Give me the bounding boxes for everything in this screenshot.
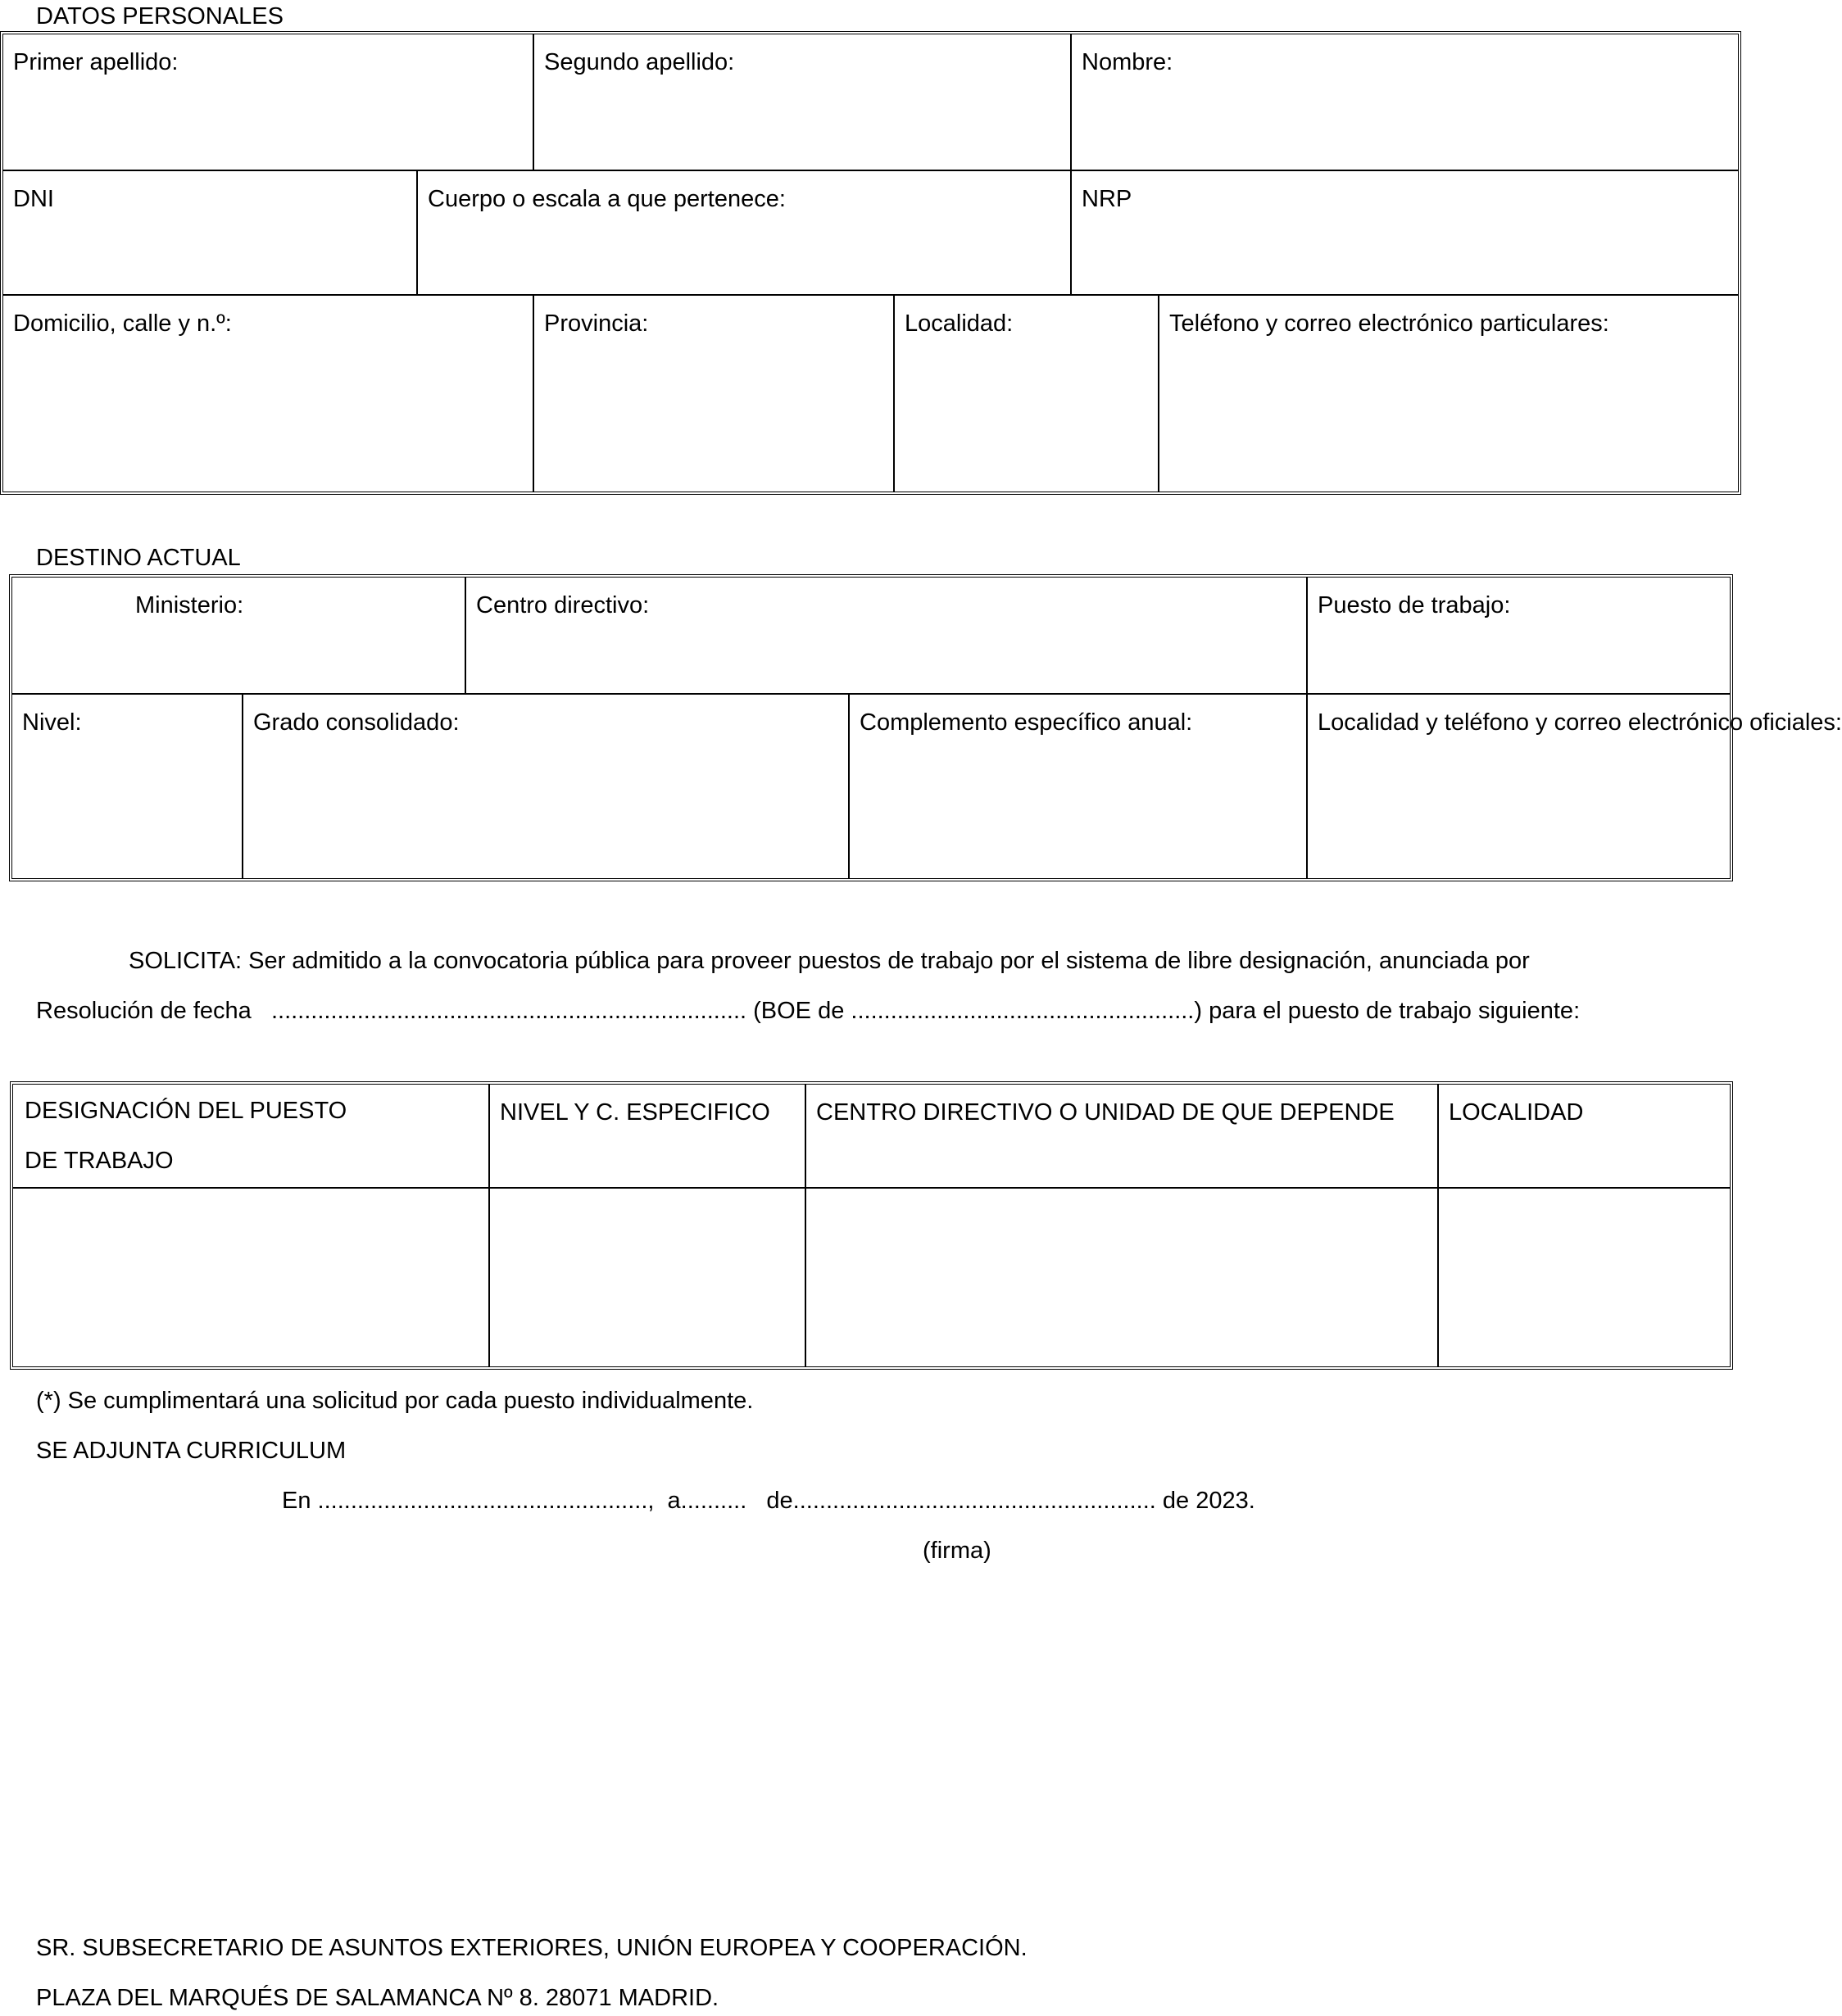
nivel-field[interactable] xyxy=(12,694,243,878)
header-centro-directivo xyxy=(805,1085,1438,1188)
cuerpo-escala-field[interactable] xyxy=(417,170,1071,295)
localidad-oficial-label: Localidad y teléfono y correo electrónico oficiales: xyxy=(1318,709,1842,736)
telefono-particular-field[interactable] xyxy=(1159,295,1738,492)
provincia-label: Provincia: xyxy=(544,310,649,337)
telefono-particular-label: Teléfono y correo electrónico particulares: xyxy=(1169,310,1609,337)
solicita-line-2: Resolución de fecha ........................................................................ (BOE de ....................................................) para el puesto de trabajo siguiente: xyxy=(36,998,1581,1024)
direccion: PLAZA DEL MARQUÉS DE SALAMANCA Nº 8. 28071 MADRID. xyxy=(36,1985,719,2011)
segundo-apellido-field[interactable] xyxy=(533,34,1071,170)
nombre-field[interactable] xyxy=(1071,34,1738,170)
provincia-field[interactable] xyxy=(533,295,894,492)
header-localidad xyxy=(1438,1085,1730,1188)
designacion-puesto-label-2: DE TRABAJO xyxy=(25,1148,174,1174)
centro-directivo-unidad-input[interactable] xyxy=(805,1188,1438,1366)
nota-solicitud: (*) Se cumplimentará una solicitud por cada puesto individualmente. xyxy=(36,1388,754,1414)
domicilio-field[interactable] xyxy=(3,295,533,492)
destino-actual-form xyxy=(9,574,1842,881)
localidad-input[interactable] xyxy=(1438,1188,1730,1366)
firma-label: (firma) xyxy=(923,1538,991,1564)
solicita-line-1: SOLICITA: Ser admitido a la convocatoria pública para proveer puestos de trabajo por el sistema de libre designación, anunciada por xyxy=(129,948,1530,974)
domicilio-label: Domicilio, calle y n.º: xyxy=(13,310,232,337)
dni-field[interactable] xyxy=(3,170,417,295)
lugar-fecha-line[interactable]: En .................................................., a.......... de....................................................... de 2023. xyxy=(282,1488,1255,1514)
nivel-c-especifico-input[interactable] xyxy=(489,1188,805,1366)
centro-directivo-unidad-label: CENTRO DIRECTIVO O UNIDAD DE QUE DEPENDE xyxy=(816,1099,1395,1126)
complemento-especifico-label: Complemento específico anual: xyxy=(860,709,1193,736)
grado-consolidado-field[interactable] xyxy=(243,694,849,878)
nivel-c-especifico-label: NIVEL Y C. ESPECIFICO xyxy=(500,1099,770,1126)
adjunta-curriculum: SE ADJUNTA CURRICULUM xyxy=(36,1438,347,1464)
header-designacion-puesto xyxy=(13,1085,489,1188)
centro-directivo-label: Centro directivo: xyxy=(476,592,650,618)
cuerpo-escala-label: Cuerpo o escala a que pertenece: xyxy=(428,186,786,212)
section-title-destino-actual: DESTINO ACTUAL xyxy=(36,545,241,571)
nrp-label: NRP xyxy=(1082,186,1132,212)
ministerio-field[interactable] xyxy=(12,578,465,694)
designacion-puesto-label-1: DESIGNACIÓN DEL PUESTO xyxy=(25,1098,347,1124)
section-title-datos-personales: DATOS PERSONALES xyxy=(36,3,284,29)
segundo-apellido-label: Segundo apellido: xyxy=(544,49,735,75)
primer-apellido-label: Primer apellido: xyxy=(13,49,179,75)
localidad-oficial-field[interactable] xyxy=(1307,694,1842,878)
dni-label: DNI xyxy=(13,186,54,212)
ministerio-label: Ministerio: xyxy=(135,592,244,618)
centro-directivo-field[interactable] xyxy=(465,578,1307,694)
designacion-puesto-input[interactable] xyxy=(13,1188,489,1366)
grado-consolidado-label: Grado consolidado: xyxy=(253,709,460,736)
puesto-solicitado-table xyxy=(10,1081,1733,1370)
puesto-trabajo-label: Puesto de trabajo: xyxy=(1318,592,1511,618)
puesto-trabajo-field[interactable] xyxy=(1307,578,1730,694)
header-nivel-c-especifico xyxy=(489,1085,805,1188)
localidad-header-label: LOCALIDAD xyxy=(1449,1099,1584,1126)
nrp-field[interactable] xyxy=(1071,170,1738,295)
nivel-label: Nivel: xyxy=(22,709,82,736)
destinatario: SR. SUBSECRETARIO DE ASUNTOS EXTERIORES, UNIÓN EUROPEA Y COOPERACIÓN. xyxy=(36,1935,1028,1961)
localidad-field[interactable] xyxy=(894,295,1159,492)
nombre-label: Nombre: xyxy=(1082,49,1173,75)
datos-personales-form xyxy=(0,31,1741,495)
complemento-especifico-field[interactable] xyxy=(849,694,1307,878)
primer-apellido-field[interactable] xyxy=(3,34,533,170)
localidad-label: Localidad: xyxy=(905,310,1014,337)
